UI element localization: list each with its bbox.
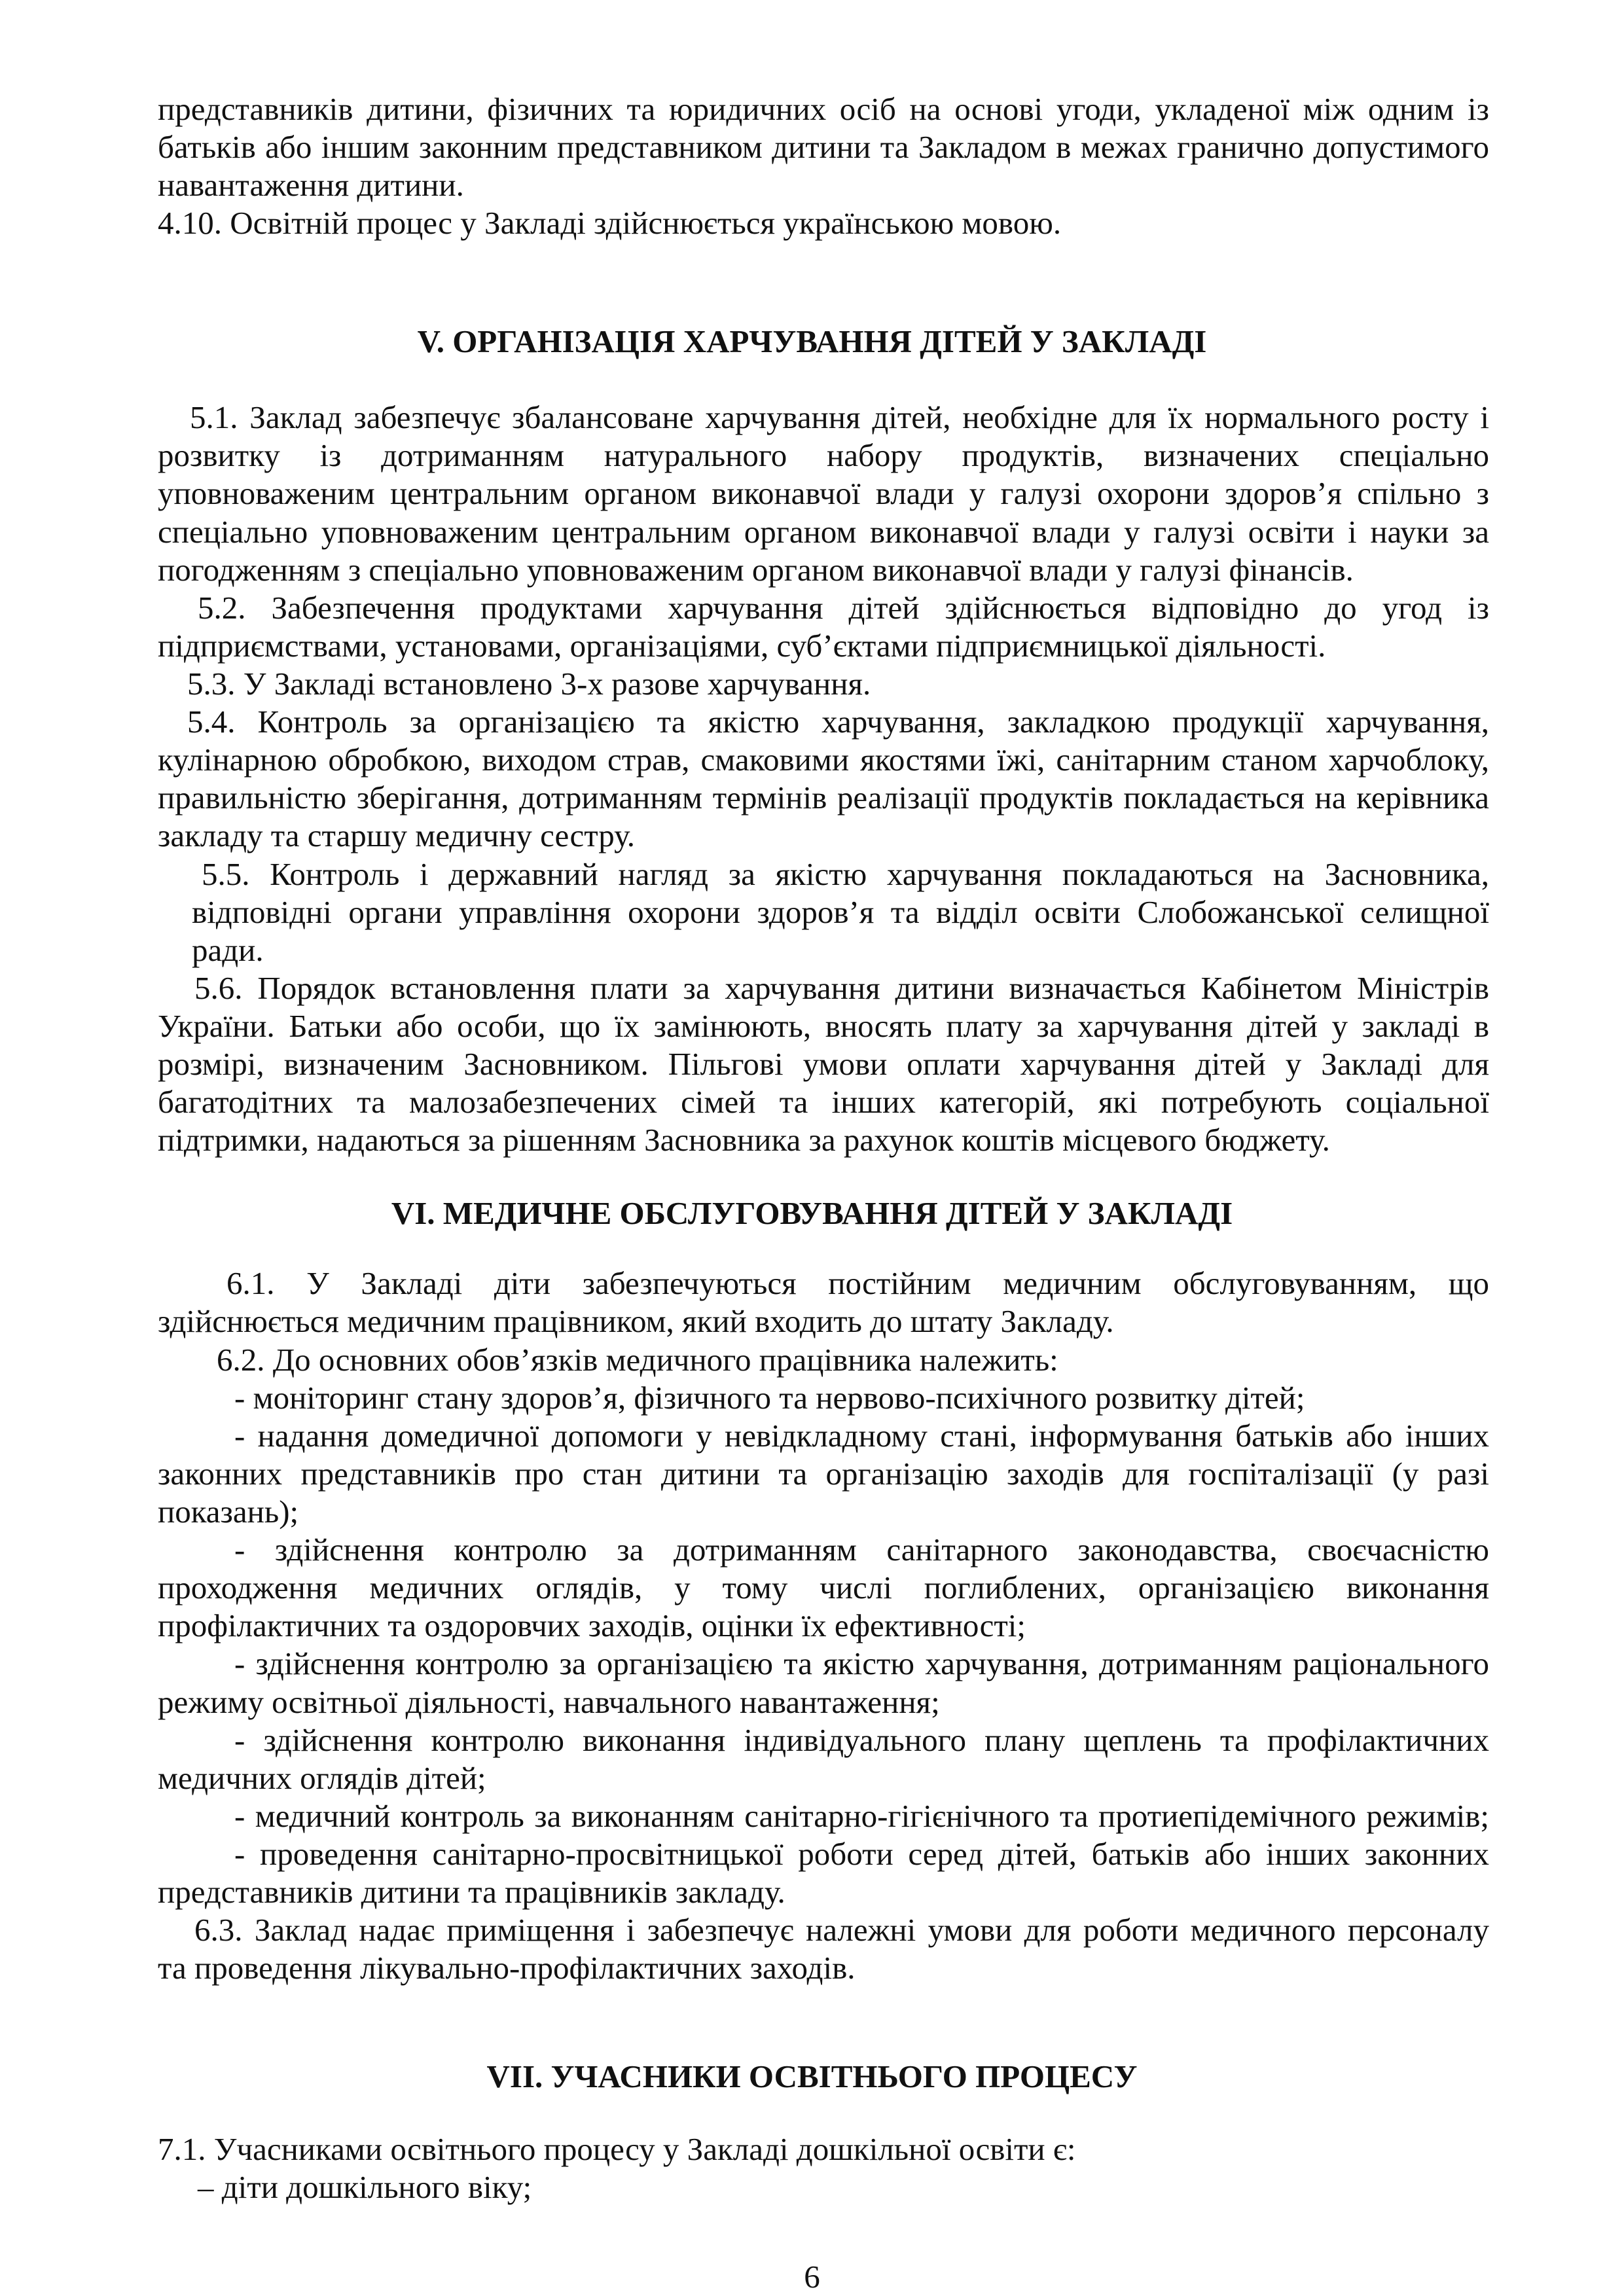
text-line: показань);	[158, 1494, 299, 1530]
text-line: режиму освітньої діяльності, навчального навантаження;	[158, 1684, 940, 1720]
text-line: здійснюється медичним працівником, який входить до штату Закладу.	[158, 1303, 1114, 1339]
clause-7-1: 7.1. Учасниками освітнього процесу у Закладі дошкільної освіти є:	[158, 2131, 1076, 2167]
text-line: уповноваженим центральним органом виконавчої влади у галузі охорони здоров’я спільно з	[158, 475, 1489, 511]
list-item: - здійснення контролю за організацією та якістю харчування, дотриманням раціонального	[234, 1645, 1489, 1681]
clause-5-6: 5.6. Порядок встановлення плати за харчування дитини визначається Кабінетом Міністрів	[194, 970, 1489, 1006]
text-line: України. Батьки або особи, що їх замінюють, вносять плату за харчування дітей у закладі в	[158, 1008, 1489, 1044]
clause-5-5: 5.5. Контроль і державний нагляд за якістю харчування покладаються на Засновника,	[202, 856, 1489, 892]
list-item: - надання домедичної допомоги у невідкладному стані, інформування батьків або інших	[234, 1418, 1489, 1454]
text-line: відповідні органи управління охорони здоров’я та відділ освіти Слобожанської селищної	[192, 894, 1489, 930]
text-line: та проведення лікувально-профілактичних заходів.	[158, 1950, 856, 1986]
text-line: представників дитини, фізичних та юридичних осіб на основі угоди, укладеної між одним із	[158, 91, 1489, 127]
text-line: профілактичних та оздоровчих заходів, оцінки їх ефективності;	[158, 1607, 1026, 1643]
text-line: кулінарною обробкою, виходом страв, смаковими якостями їжі, санітарним станом харчоблоку,	[158, 742, 1489, 778]
text-line: законних представників про стан дитини та організацію заходів для госпіталізації (у разі	[158, 1456, 1489, 1492]
list-item: - здійснення контролю виконання індивідуального плану щеплень та профілактичних	[234, 1722, 1489, 1758]
text-line: ради.	[192, 932, 264, 968]
text-line: закладу та старшу медичну сестру.	[158, 817, 635, 853]
clause-5-4: 5.4. Контроль за організацією та якістю харчування, закладкою продукції харчування,	[187, 704, 1489, 740]
list-item: - моніторинг стану здоров’я, фізичного та нервово-психічного розвитку дітей;	[234, 1380, 1305, 1416]
text-line: проходження медичних оглядів, у тому числі поглиблених, організацією виконання	[158, 1570, 1489, 1605]
list-item: - здійснення контролю за дотриманням санітарного законодавства, своєчасністю	[234, 1532, 1489, 1568]
clause-5-1: 5.1. Заклад забезпечує збалансоване харчування дітей, необхідне для їх нормального росту і	[190, 399, 1489, 435]
text-line: навантаження дитини.	[158, 167, 464, 203]
text-line: багатодітних та малозабезпечених сімей та інших категорій, які потребують соціальної	[158, 1084, 1489, 1120]
text-line: медичних оглядів дітей;	[158, 1760, 486, 1796]
clause-6-1: 6.1. У Закладі діти забезпечуються постійним медичним обслуговуванням, що	[226, 1265, 1489, 1301]
text-line: розмірі, визначеним Засновником. Пільгові умови оплати харчування дітей у Закладі для	[158, 1046, 1489, 1082]
page-number: 6	[804, 2259, 820, 2295]
list-item: – діти дошкільного віку;	[198, 2169, 532, 2205]
list-item: - проведення санітарно-просвітницької роботи серед дітей, батьків або інших законних	[234, 1836, 1489, 1872]
text-line: правильністю зберігання, дотриманням термінів реалізації продуктів покладається на керівника	[158, 780, 1489, 816]
text-line: спеціально уповноваженим центральним органом виконавчої влади у галузі освіти і науки за	[158, 514, 1489, 550]
section-heading-5: V. ОРГАНІЗАЦІЯ ХАРЧУВАННЯ ДІТЕЙ У ЗАКЛАДІ	[417, 323, 1207, 359]
clause-6-3: 6.3. Заклад надає приміщення і забезпечує належні умови для роботи медичного персоналу	[194, 1912, 1489, 1948]
clause-4-10: 4.10. Освітній процес у Закладі здійснюється українською мовою.	[158, 205, 1062, 241]
text-line: розвитку із дотриманням натурального набору продуктів, визначених спеціально	[158, 437, 1489, 473]
section-heading-6: VI. МЕДИЧНЕ ОБСЛУГОВУВАННЯ ДІТЕЙ У ЗАКЛАДІ	[391, 1195, 1233, 1231]
clause-6-2: 6.2. До основних обов’язків медичного працівника належить:	[217, 1342, 1058, 1378]
text-line: підприємствами, установами, організаціями, суб’єктами підприємницької діяльності.	[158, 628, 1326, 664]
text-line: представників дитини та працівників закладу.	[158, 1874, 785, 1910]
text-line: погодженням з спеціально уповноваженим органом виконавчої влади у галузі фінансів.	[158, 552, 1354, 588]
text-line: батьків або іншим законним представником дитини та Закладом в межах гранично допустимого	[158, 129, 1489, 165]
section-heading-7: VII. УЧАСНИКИ ОСВІТНЬОГО ПРОЦЕСУ	[486, 2058, 1138, 2094]
clause-5-2: 5.2. Забезпечення продуктами харчування дітей здійснюється відповідно до угод із	[198, 590, 1489, 626]
list-item: - медичний контроль за виконанням санітарно-гігієнічного та протиепідемічного режимів;	[234, 1798, 1489, 1834]
text-line: підтримки, надаються за рішенням Засновника за рахунок коштів місцевого бюджету.	[158, 1122, 1330, 1158]
clause-5-3: 5.3. У Закладі встановлено 3-х разове харчування.	[187, 666, 871, 702]
